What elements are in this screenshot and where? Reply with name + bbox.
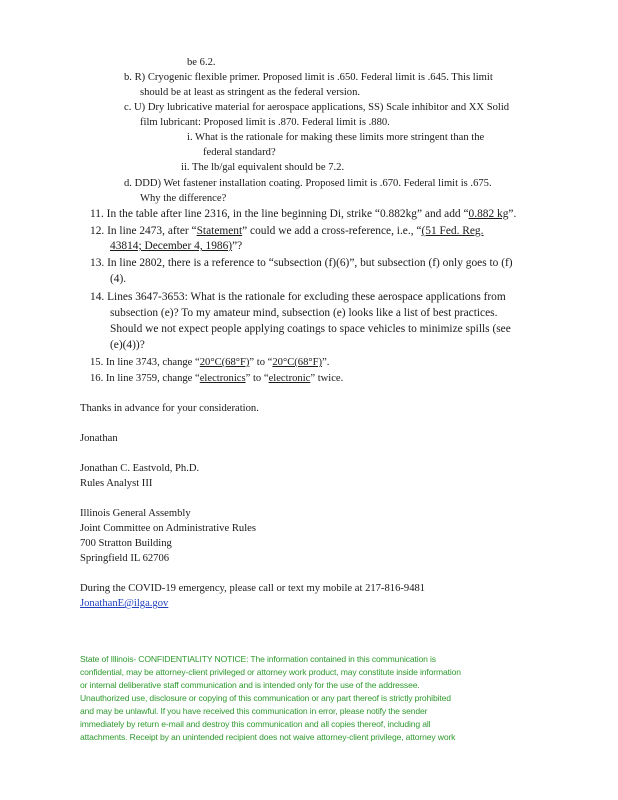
item-12-underlined-ref: (51 Fed. Reg.: [421, 225, 484, 237]
item-16-mid: ” to “: [245, 373, 269, 384]
list-item-11: [90, 207, 516, 222]
item-16-underlined-1: electronics: [199, 373, 246, 384]
list-item-14-line4: (e)(4))?: [110, 339, 145, 351]
list-item-13-line2: (4).: [110, 273, 127, 285]
list-item-13: 13. In line 2802, there is a reference to “subsection (f)(6)”, but subsection (f) only goes to (f): [90, 257, 513, 269]
notice-line-2: confidential, may be attorney-client privileged or attorney work product, may constitute inside information: [80, 667, 461, 677]
item-12-end: ”?: [232, 240, 243, 252]
list-item-12: [90, 224, 483, 239]
closing-thanks: Thanks in advance for your consideration.: [80, 403, 259, 414]
signature-title: Rules Analyst III: [80, 478, 153, 489]
list-item-14-line3: Should we not expect people applying coatings to space vehicles to minimize spills (see: [110, 323, 511, 335]
list-item-14-line2: subsection (e)? To my amateur mind, subsection (e) looks like a list of best practices.: [110, 307, 498, 319]
item-16-end: ” twice.: [310, 373, 344, 384]
list-item-14: 14. Lines 3647-3653: What is the rationale for excluding these aerospace applications from: [90, 291, 506, 303]
signature-address-line1: 700 Stratton Building: [80, 538, 172, 549]
list-item-d-line1: d. DDD) Wet fastener installation coating. Proposed limit is .670. Federal limit is .675.: [124, 178, 492, 189]
item-12-mid: ” could we add a cross-reference, i.e., “: [242, 225, 422, 237]
item-12-text: 12. In line 2473, after “: [90, 225, 197, 237]
signature-email-link[interactable]: JonathanE@ilga.gov: [80, 598, 169, 609]
list-item-c-i-line1: i. What is the rationale for making these limits more stringent than the: [187, 132, 485, 143]
item-12-underlined-statement: Statement: [196, 225, 243, 237]
list-item-16: [90, 372, 343, 385]
list-item-c-ii: ii. The lb/gal equivalent should be 7.2.: [181, 162, 345, 173]
list-item-12-line2: [110, 239, 242, 254]
notice-line-3: or internal deliberative staff communication and is intended only for the use of the addressee.: [80, 680, 420, 690]
notice-line-6: immediately by return e-mail and destroy this communication and all copies thereof, including all: [80, 719, 431, 729]
notice-line-4: Unauthorized use, disclosure or copying of this communication or any part thereof is strictly prohibited: [80, 693, 451, 703]
item-12-underlined-ref-cont: 43814; December 4, 1986): [110, 240, 233, 252]
signature-org-line2: Joint Committee on Administrative Rules: [80, 523, 256, 534]
closing-first-name: Jonathan: [80, 433, 118, 444]
item-11-underlined: 0.882 kg: [468, 208, 509, 220]
signature-name: Jonathan C. Eastvold, Ph.D.: [80, 463, 200, 474]
signature-address-line2: Springfield IL 62706: [80, 553, 170, 564]
signature-covid-note: During the COVID-19 emergency, please call or text my mobile at 217-816-9481: [80, 583, 426, 594]
list-item-d-line2: Why the difference?: [140, 193, 227, 204]
list-item-b-line1: b. R) Cryogenic flexible primer. Proposed limit is .650. Federal limit is .645. This limit: [124, 72, 493, 83]
item-11-end: ”.: [508, 208, 517, 220]
notice-line-1: State of Illinois- CONFIDENTIALITY NOTICE: The information contained in this communication is: [80, 654, 436, 664]
item-15-underlined-2: 20°C(68°F): [272, 357, 323, 368]
item-16-text: 16. In line 3759, change “: [90, 373, 200, 384]
list-item-c-i-line2: federal standard?: [203, 147, 276, 158]
item-15-mid: ” to “: [249, 357, 273, 368]
list-item-continuation: be 6.2.: [187, 57, 216, 68]
signature-org-line1: Illinois General Assembly: [80, 508, 191, 519]
item-15-text: 15. In line 3743, change “: [90, 357, 200, 368]
item-11-text: 11. In the table after line 2316, in the line beginning Di, strike “0.882kg” and add “: [90, 208, 469, 220]
notice-line-5: and may be unlawful. If you have received this communication in error, please notify the sender: [80, 706, 428, 716]
list-item-15: [90, 356, 329, 369]
list-item-b-line2: should be at least as stringent as the federal version.: [140, 87, 361, 98]
item-16-underlined-2: electronic: [268, 373, 311, 384]
notice-line-7: attachments. Receipt by an unintended recipient does not waive attorney-client privilege, attorney work: [80, 732, 456, 742]
list-item-c-line1: c. U) Dry lubricative material for aerospace applications, SS) Scale inhibitor and XX Solid: [124, 102, 510, 113]
item-15-underlined-1: 20°C(68°F): [199, 357, 250, 368]
list-item-c-line2: film lubricant: Proposed limit is .870. Federal limit is .880.: [140, 117, 390, 128]
item-15-end: ”.: [322, 357, 330, 368]
